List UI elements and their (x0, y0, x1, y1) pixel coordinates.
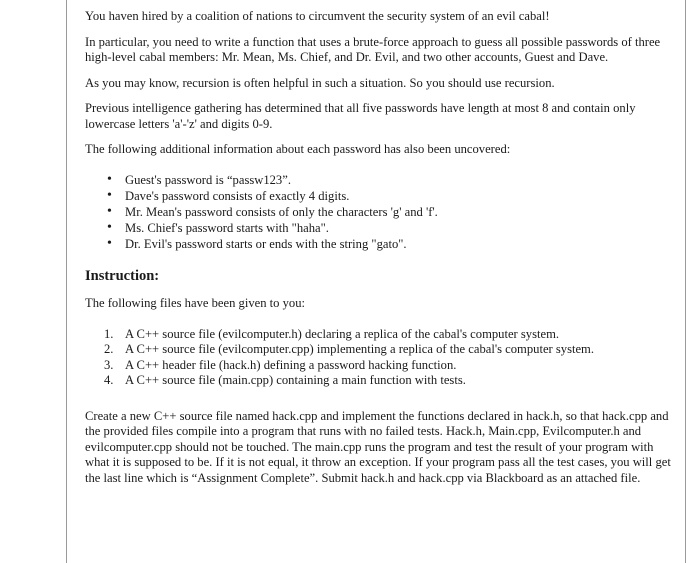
task-paragraph: In particular, you need to write a function that uses a brute-force approach to guess all possible passwords of three high-level cabal members: Mr. Mean, Ms. Chief, and Dr. Evil, and two other accounts, Guest and Dave. (85, 34, 661, 64)
list-number: 4. (104, 373, 114, 387)
instruction-heading: Instruction: (85, 267, 160, 284)
additional-info-paragraph: The following additional information about each password has also been uncovered: (85, 142, 511, 156)
final-instructions-paragraph: Create a new C++ source file named hack.cpp and implement the functions declared in hack.h, so that hack.cpp and the provided files compile into a program that runs with no failed tests. Hack.h, Main.cpp, Evilcomputer.h and evilcomputer.cpp should not be touched. The main.cpp runs the program and test the result of your program with what it is supposed to be. If it is not equal, it throw an exception. If your program pass all the test cases, you will get the last line which is “Assignment Complete”. Submit hack.h and hack.cpp via Blackboard as an attached file. (85, 408, 671, 485)
list-item (104, 342, 675, 358)
list-item: • Guest's password is “passw123”. (125, 172, 675, 188)
document-content (85, 9, 675, 496)
password-hints-list (85, 172, 675, 252)
list-item: • Dave's password consists of exactly 4 digits. (125, 188, 675, 204)
list-item (104, 326, 675, 343)
files-list (85, 327, 675, 389)
list-item: • Dr. Evil's password starts or ends with the string "gato". (125, 236, 675, 252)
list-item: • Ms. Chief's password starts with "haha". (125, 220, 675, 236)
list-number: 3. (104, 357, 114, 372)
list-item (104, 357, 675, 374)
list-item: • Mr. Mean's password consists of only the characters 'g' and 'f'. (125, 204, 675, 220)
intel-paragraph: Previous intelligence gathering has determined that all five passwords have length at most 8 and contain only lowercase letters 'a'-'z' and digits 0-9. (85, 101, 636, 131)
intro-paragraph: You haven hired by a coalition of nations to circumvent the security system of an evil cabal! (85, 9, 550, 23)
list-number: 1. (104, 326, 114, 341)
document-page (66, 0, 686, 563)
list-item (104, 373, 675, 389)
files-given-paragraph: The following files have been given to you: (85, 296, 305, 310)
list-item-text: A C++ source file (main.cpp) containing a main function with tests. (125, 373, 466, 387)
list-item-text: A C++ source file (evilcomputer.cpp) implementing a replica of the cabal's computer system. (125, 342, 595, 356)
recursion-paragraph: As you may know, recursion is often helpful in such a situation. So you should use recursion. (85, 75, 555, 90)
list-item-text: A C++ source file (evilcomputer.h) declaring a replica of the cabal's computer system. (125, 326, 560, 341)
list-item-text: A C++ header file (hack.h) defining a password hacking function. (125, 357, 457, 372)
list-number: 2. (104, 342, 114, 356)
